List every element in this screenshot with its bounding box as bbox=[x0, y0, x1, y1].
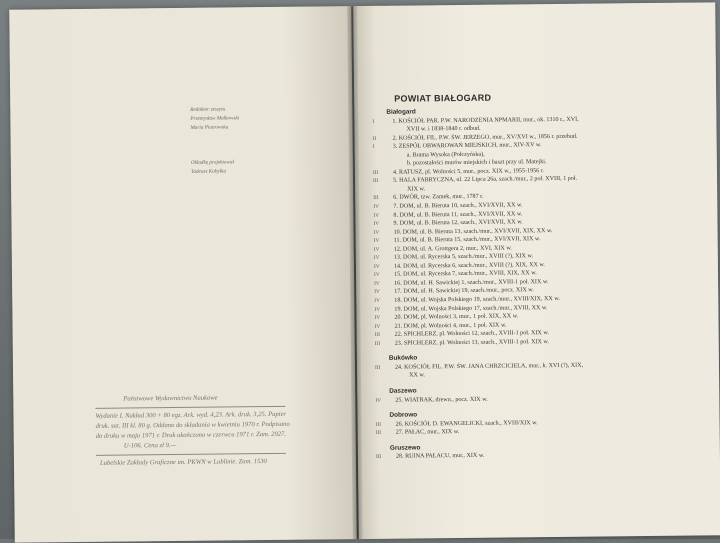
entry-text: 18. DOM, ul. Wojska Polskiego 19, szach./mur., XVIII/XIX, XX w. bbox=[394, 295, 560, 304]
entry-text: 12. DOM, ul. A. Grottgera 2, mur., XVI, XIX w. bbox=[393, 245, 512, 253]
entry-text: a. Brama Wysoka (Połczyńska), bbox=[406, 151, 485, 159]
category-numeral: IV bbox=[374, 280, 380, 287]
category-numeral: IV bbox=[373, 246, 380, 253]
category-numeral: IV bbox=[373, 212, 380, 219]
credit-line: Redaktor zeszytu bbox=[190, 106, 226, 113]
category-numeral: III bbox=[375, 421, 382, 428]
entry-text: 11. DOM, ul. B. Bieruta 15, szach./mur., XVI/XVII, XIX w. bbox=[393, 236, 541, 244]
category-numeral: IV bbox=[374, 297, 381, 304]
place-heading: Dobrowo bbox=[389, 411, 418, 419]
category-numeral: III bbox=[373, 178, 379, 185]
entry-text: 26. KOŚCIÓŁ D. EWANGELICKI, szach., XVIII/XIX w. bbox=[395, 419, 538, 428]
entry-text: 22. SPICHLERZ, pl. Wolności 12, szach., XVIII-1 poł. XIX w. bbox=[394, 330, 549, 338]
entry-text: 1. KOŚCIÓŁ PAR. P.W. NARODZENIA NPMARII, mur., ok. 1310 r., XVI, bbox=[392, 116, 579, 125]
entry-text: 13. DOM, ul. Rycerska 5, szach./mur., XVIII (?), XIX w. bbox=[393, 253, 534, 261]
credit-line: Przemysław Malkowski bbox=[190, 115, 240, 122]
entry-text: 21. DOM, pl. Wolności 4, mur., 1 poł. XIX w. bbox=[394, 322, 507, 330]
credit-line: Maria Piotrowska bbox=[190, 124, 229, 131]
entry-text: 2. KOŚCIÓŁ FIL. P.W. ŚW. JERZEGO, mur., XV/XVI w., 1856 r. przebud. bbox=[392, 133, 578, 142]
category-numeral: IV bbox=[373, 229, 380, 236]
category-numeral: IV bbox=[375, 397, 382, 404]
entry-text: XIX w. bbox=[407, 186, 426, 193]
category-numeral: IV bbox=[373, 272, 380, 279]
right-page bbox=[353, 2, 720, 539]
page-title: POWIAT BIAŁOGARD bbox=[394, 92, 492, 104]
category-numeral: IV bbox=[373, 220, 380, 228]
category-numeral: IV bbox=[374, 289, 380, 296]
imprint-line: Wydanie I. Nakład 300 + 80 egz. Ark. wyd. 4,23. Ark. druk. 3,25. Papier bbox=[95, 410, 287, 420]
category-numeral: IV bbox=[373, 255, 380, 262]
entry-text: 24. KOŚCIÓŁ FIL. P.W. ŚW. JANA CHRZCICIELA, mur., k. XVI (?), XIX, bbox=[394, 362, 584, 371]
imprint-block bbox=[95, 393, 296, 469]
left-page bbox=[9, 6, 357, 543]
entry-text: 19. DOM, ul. Wojska Polskiego 17, szach./mur., XVIII, XX w. bbox=[394, 304, 548, 313]
entry-text: 8. DOM, ul. B. Bieruta 11, szach., XVI/XVII, XX w. bbox=[393, 210, 523, 219]
entry-text: 7. DOM, ul. B. Bieruta 10, szach., XVI/XVII, XX w. bbox=[393, 202, 523, 210]
category-numeral: III bbox=[375, 454, 382, 461]
imprint-line: U-106. Cena zł 9.— bbox=[123, 441, 177, 450]
category-numeral: III bbox=[373, 195, 379, 202]
entry-text: 23. SPICHLERZ, pl. Wolności 13, szach., XVIII-1 poł. XIX w. bbox=[394, 338, 549, 347]
place-heading: Daszewo bbox=[389, 387, 417, 395]
place-heading: Bukówko bbox=[388, 354, 418, 363]
entry-text: 14. DOM, ul. Rycerska 6, szach./mur., XVIII (?), XIX, XX w. bbox=[393, 261, 545, 270]
entry-text: 25. WIATRAK, drewn., pocz. XIX w. bbox=[395, 396, 488, 404]
category-numeral: I bbox=[372, 118, 375, 125]
entry-text: 28. RUINA PAŁACU, mur., XIX w. bbox=[395, 452, 485, 460]
entry-text: 17. DOM, ul. H. Sawickiej 19, szach./mur., pocz. XIX w. bbox=[394, 287, 534, 296]
category-numeral bbox=[373, 186, 393, 195]
category-numeral bbox=[372, 126, 392, 135]
imprint-line: druk. sat. III kl. 80 g. Oddano do składania w kwietniu 1970 r. Podpisano bbox=[95, 420, 290, 430]
category-numeral bbox=[373, 160, 393, 169]
category-numeral: IV bbox=[373, 238, 380, 245]
monument-list bbox=[372, 105, 706, 461]
entry-text: 27. PAŁAC, mur., XIX w. bbox=[395, 429, 460, 436]
entry-text: 5. HALA FABRYCZNA, ul. 22 Lipca 26a, szach./mur., 2 poł. XVIII, 1 poł. bbox=[393, 176, 578, 185]
category-numeral: III bbox=[374, 364, 381, 371]
entry-text: 4. RATUSZ, pl. Wolności 5, mur., pocz. XIX w., 1955-1956 r. bbox=[392, 167, 544, 176]
category-numeral: IV bbox=[374, 323, 381, 330]
divider bbox=[96, 453, 286, 456]
credit-line: Tadeusz Kobylka bbox=[190, 168, 227, 175]
entry-text: 20. DOM, pl. Wolności 3, mur., 1 poł. XIX, XX w. bbox=[394, 313, 519, 321]
entry-text: 16. DOM, ul. H. Sawickiej 1, szach./mur., XVIII-1 poł. XIX w. bbox=[394, 279, 549, 287]
publisher-name: Państwowe Wydawnictwo Naukowe bbox=[123, 394, 218, 403]
category-numeral: III bbox=[375, 429, 382, 437]
credit-line: Okładkę projektował bbox=[190, 159, 235, 166]
imprint-line: do druku w maju 1971 r. Druk ukończono w czerwcu 1971 r. Zam. 2927. bbox=[95, 430, 287, 440]
category-numeral: III bbox=[374, 340, 381, 347]
category-numeral: III bbox=[374, 332, 381, 339]
editorial-credits bbox=[190, 105, 311, 177]
category-numeral: IV bbox=[373, 203, 380, 210]
open-book bbox=[9, 2, 720, 542]
category-numeral bbox=[375, 372, 395, 381]
place-heading: Białogard bbox=[386, 108, 416, 116]
entry-text: 3. ZESPÓŁ OBWAROWAŃ MIEJSKICH, mur., XIV-XV w. bbox=[392, 142, 542, 150]
category-numeral: II bbox=[372, 135, 377, 142]
divider bbox=[95, 406, 285, 409]
place-heading: Gruszewo bbox=[389, 444, 421, 452]
printer-line: Lubelskie Zakłady Graficzne im. PKWN w Lublinie. Zam. 1530 bbox=[99, 458, 267, 467]
entry-text: 6. DWÓR, tzw. Zamek, mur., 1787 r. bbox=[393, 194, 484, 202]
category-numeral bbox=[373, 151, 393, 160]
entry-text: 10. DOM, ul. B. Bieruta 13, szach./mur., XVI/XVII, XIX, XX w. bbox=[393, 227, 553, 236]
category-numeral: I bbox=[372, 144, 375, 151]
category-numeral: IV bbox=[374, 314, 381, 322]
entry-text: XX w. bbox=[409, 372, 425, 379]
entry-text: 9. DOM, ul. B. Bieruta 12, szach., XVI/XVII, XX w. bbox=[393, 219, 523, 227]
category-numeral: IV bbox=[373, 263, 380, 270]
entry-text: 15. DOM, ul. Rycerska 7, szach./mur., XVIII, XIX, XX w. bbox=[393, 270, 537, 279]
entry-text: b. pozostałości murów miejskich i baszt przy ul. Matejki. bbox=[406, 159, 547, 167]
category-numeral: IV bbox=[374, 306, 381, 313]
entry-text: XVII w. i 1838-1840 r. odbud. bbox=[406, 125, 481, 133]
category-numeral: III bbox=[372, 169, 379, 176]
